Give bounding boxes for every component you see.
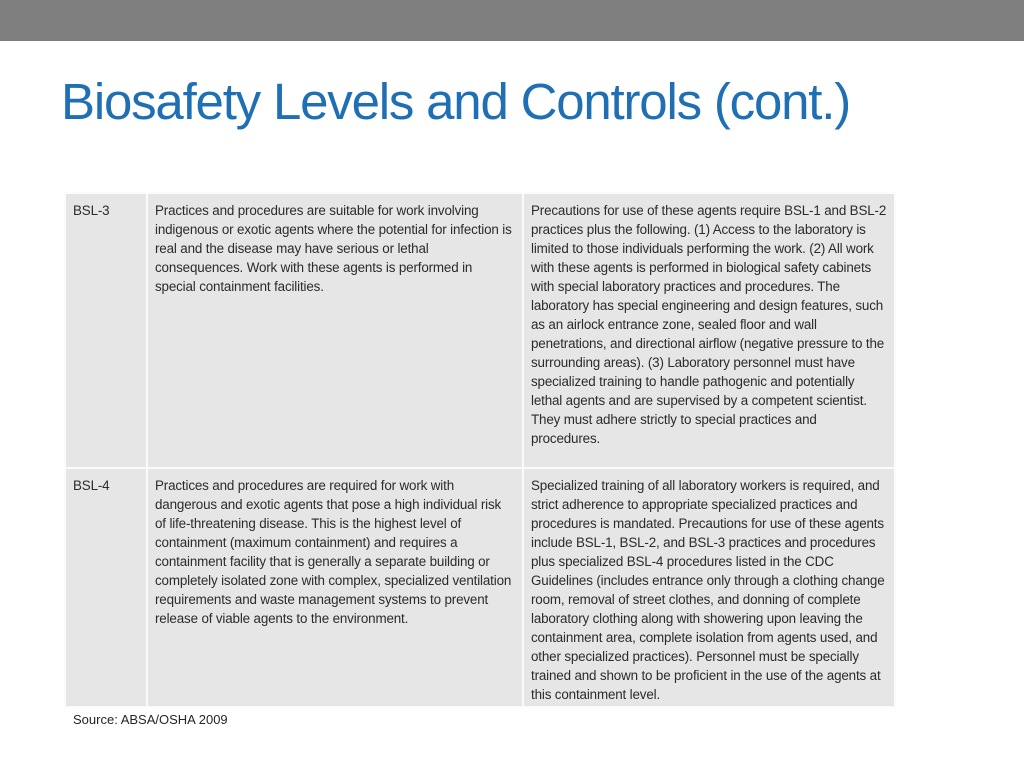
level-cell: BSL-3: [65, 193, 147, 468]
table-row: [65, 468, 895, 707]
description-cell: Practices and procedures are required for work with dangerous and exotic agents that pose a high individual risk of life-threatening disease. This is the highest level of containment (maximum containment) and requires a containment facility that is generally a separate building or completely isolated zone with complex, specialized ventilation requirements and waste management systems to prevent release of viable agents to the environment.: [147, 468, 523, 707]
slide-title: Biosafety Levels and Controls (cont.): [61, 73, 851, 130]
description-cell: Practices and procedures are suitable for work involving indigenous or exotic agents where the potential for infection is real and the disease may have serious or lethal consequences. Work with these agents is performed in special containment facilities.: [147, 193, 523, 468]
table-row: [65, 193, 895, 468]
precautions-cell: Precautions for use of these agents require BSL-1 and BSL-2 practices plus the following. (1) Access to the laboratory is limited to those individuals performing the work. (2) All work with these agents is performed in biological safety cabinets with special laboratory practices and procedures. The laboratory has special engineering and design features, such as an airlock entrance zone, sealed floor and wall penetrations, and directional airflow (negative pressure to the surrounding areas). (3) Laboratory personnel must have specialized training to handle pathogenic and potentially lethal agents and are supervised by a competent scientist. They must adhere strictly to special practices and procedures.: [523, 193, 895, 468]
source-note: Source: ABSA/OSHA 2009: [73, 712, 228, 727]
header-bar: [0, 0, 1024, 41]
precautions-cell: Specialized training of all laboratory workers is required, and strict adherence to appropriate specialized practices and procedures is mandated. Precautions for use of these agents include BSL-1, BSL-2, and BSL-3 practices and procedures plus specialized BSL-4 procedures listed in the CDC Guidelines (includes entrance only through a clothing change room, removal of street clothes, and donning of complete laboratory clothing along with showering upon leaving the containment area, complete isolation from agents used, and other specialized practices). Personnel must be specially trained and shown to be proficient in the use of the agents at this containment level.: [523, 468, 895, 707]
biosafety-table: [64, 192, 896, 708]
level-cell: BSL-4: [65, 468, 147, 707]
